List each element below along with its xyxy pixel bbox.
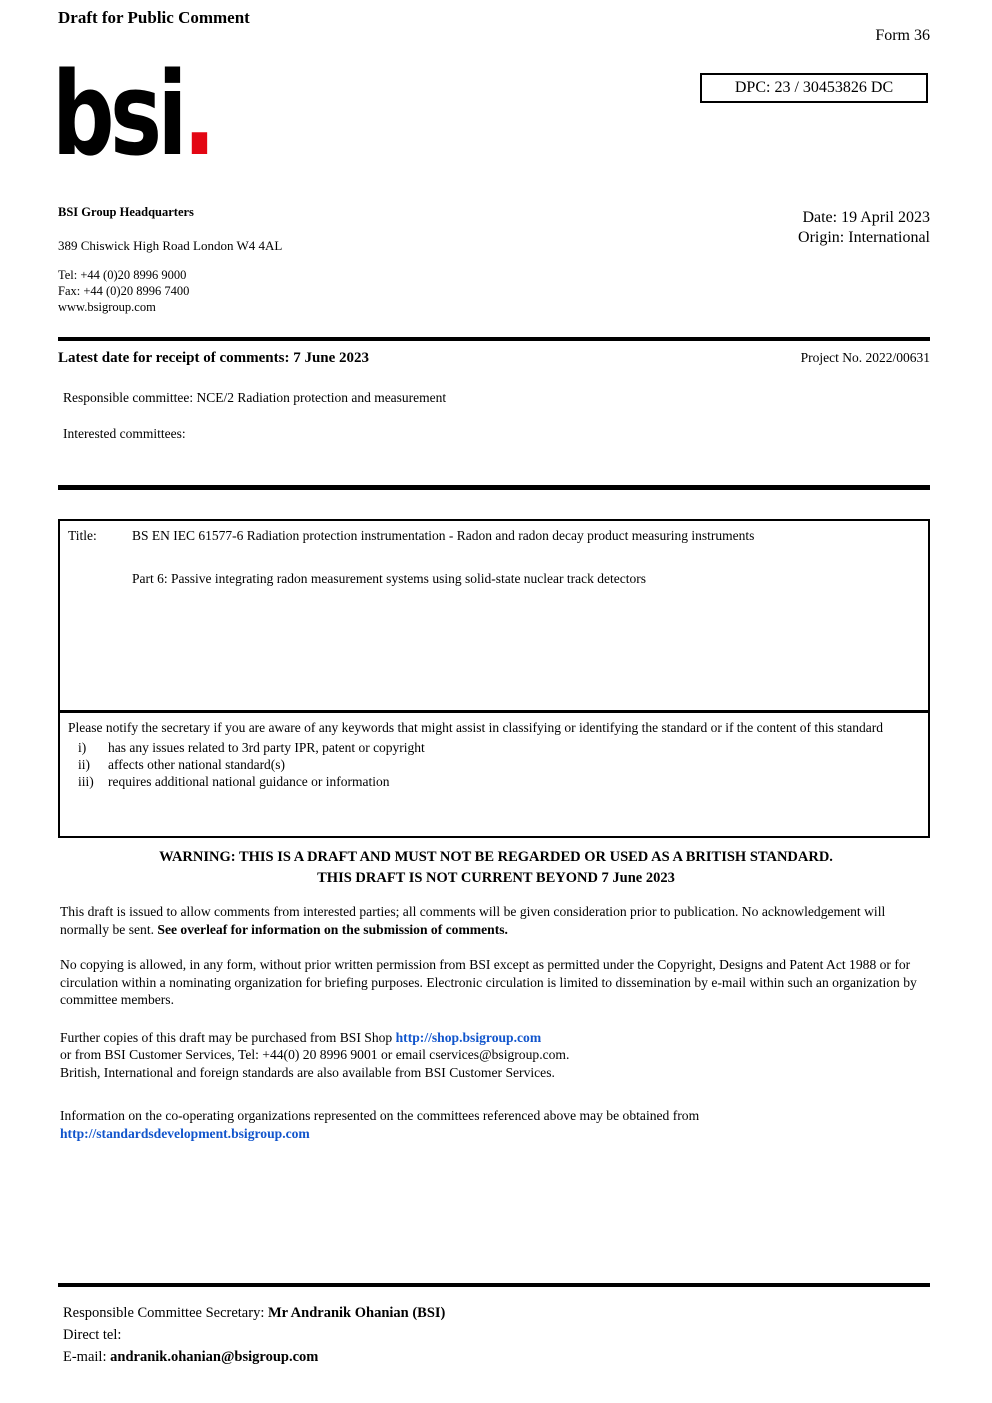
comments-paragraph <box>60 903 932 938</box>
title-box <box>58 519 930 712</box>
origin-line: Origin: International <box>798 229 930 246</box>
hq-tel: Tel: +44 (0)20 8996 9000 <box>58 268 187 282</box>
bsi-logo-red-dot: . <box>182 48 217 182</box>
divider-top <box>58 337 930 341</box>
list-item-text: requires additional national guidance or information <box>108 774 390 789</box>
secretary-name: Mr Andranik Ohanian (BSI) <box>267 1305 446 1321</box>
secretary-label: Responsible Committee Secretary: <box>63 1305 268 1321</box>
standards-development-link[interactable]: http://standardsdevelopment.bsigroup.com <box>60 1125 310 1141</box>
project-number: Project No. 2022/00631 <box>800 350 930 365</box>
no-copying-paragraph: No copying is allowed, in any form, without prior written permission from BSI except as permitted under the Copyright, Designs and Patent Act 1988 or for circulation within a nominating organization for briefing purposes. Electronic circulation is limited to dissemination by e-mail within such an organization by committee members. <box>60 957 917 1007</box>
keywords-intro: Please notify the secretary if you are aware of any keywords that might assist in classifying or identifying the standard or if the content of this standard <box>68 720 884 735</box>
list-item-text: has any issues related to 3rd party IPR, patent or copyright <box>108 740 425 755</box>
list-marker: i) <box>78 740 87 755</box>
keywords-notice-box <box>58 711 930 838</box>
direct-tel-line: Direct tel: <box>63 1327 122 1343</box>
standard-title: BS EN IEC 61577-6 Radiation protection instrumentation - Radon and radon decay product measuring instruments <box>132 528 755 543</box>
form-number: Form 36 <box>875 27 930 44</box>
comments-paragraph-bold: See overleaf for information on the submission of comments. <box>157 921 508 937</box>
further-copies-text: Further copies of this draft may be purchased from BSI Shop <box>60 1029 396 1045</box>
draft-for-public-comment-heading: Draft for Public Comment <box>58 8 250 27</box>
secretary-footer <box>63 1302 445 1368</box>
customer-services-line: or from BSI Customer Services, Tel: +44(0) 20 8996 9001 or email cservices@bsigroup.com. <box>60 1047 570 1062</box>
cooperating-orgs-paragraph <box>60 1107 932 1142</box>
email-address: andranik.ohanian@bsigroup.com <box>110 1349 319 1365</box>
keywords-list-item <box>78 739 920 756</box>
email-line <box>63 1346 445 1368</box>
cooperating-orgs-text: Information on the co-operating organizations represented on the committees referenced above may be obtained from <box>60 1108 700 1123</box>
keywords-list <box>68 739 920 790</box>
further-copies-paragraph <box>60 1029 932 1082</box>
list-marker: iii) <box>78 774 94 789</box>
title-label: Title: <box>68 528 97 543</box>
bsi-logo-text: bsi <box>52 48 183 182</box>
standards-availability-line: British, International and foreign standards are also available from BSI Customer Services. <box>60 1064 555 1080</box>
dpc-number-box <box>700 73 928 103</box>
title-row <box>68 528 920 544</box>
latest-date-row <box>58 350 930 367</box>
list-marker: ii) <box>78 757 90 772</box>
bsi-shop-link[interactable]: http://shop.bsigroup.com <box>395 1029 542 1045</box>
divider-middle <box>58 485 930 490</box>
hq-website: www.bsigroup.com <box>58 300 156 314</box>
draft-warning-line1: WARNING: THIS IS A DRAFT AND MUST NOT BE REGARDED OR USED AS A BRITISH STANDARD. <box>159 849 833 865</box>
responsible-committee-line: Responsible committee: NCE/2 Radiation protection and measurement <box>63 390 447 405</box>
dpc-number: DPC: 23 / 30453826 DC <box>734 79 894 96</box>
interested-committees-line: Interested committees: <box>63 426 186 441</box>
date-line: Date: 19 April 2023 <box>802 209 930 226</box>
standard-part-title: Part 6: Passive integrating radon measurement systems using solid-state nuclear track detectors <box>132 571 646 586</box>
hq-fax: Fax: +44 (0)20 8996 7400 <box>58 284 190 298</box>
date-origin-block <box>798 208 930 248</box>
body-copy <box>60 903 932 1142</box>
hq-contact <box>58 267 189 299</box>
hq-address: 389 Chiswick High Road London W4 4AL <box>58 238 283 253</box>
keywords-list-item <box>78 773 920 790</box>
draft-warning-line2: THIS DRAFT IS NOT CURRENT BEYOND 7 June 2023 <box>317 870 675 886</box>
list-item-text: affects other national standard(s) <box>108 757 286 772</box>
divider-bottom <box>58 1283 930 1287</box>
keywords-list-item <box>78 756 920 773</box>
latest-date-for-comments: Latest date for receipt of comments: 7 June 2023 <box>58 350 370 366</box>
comments-paragraph-text: This draft is issued to allow comments from interested parties; all comments will be given consideration prior to publication. No acknowledgement will normally be sent. <box>60 904 886 937</box>
bsi-logo <box>52 48 217 182</box>
email-label: E-mail: <box>63 1349 111 1365</box>
secretary-line <box>63 1302 445 1324</box>
draft-warning <box>0 847 992 889</box>
hq-name: BSI Group Headquarters <box>58 205 194 219</box>
